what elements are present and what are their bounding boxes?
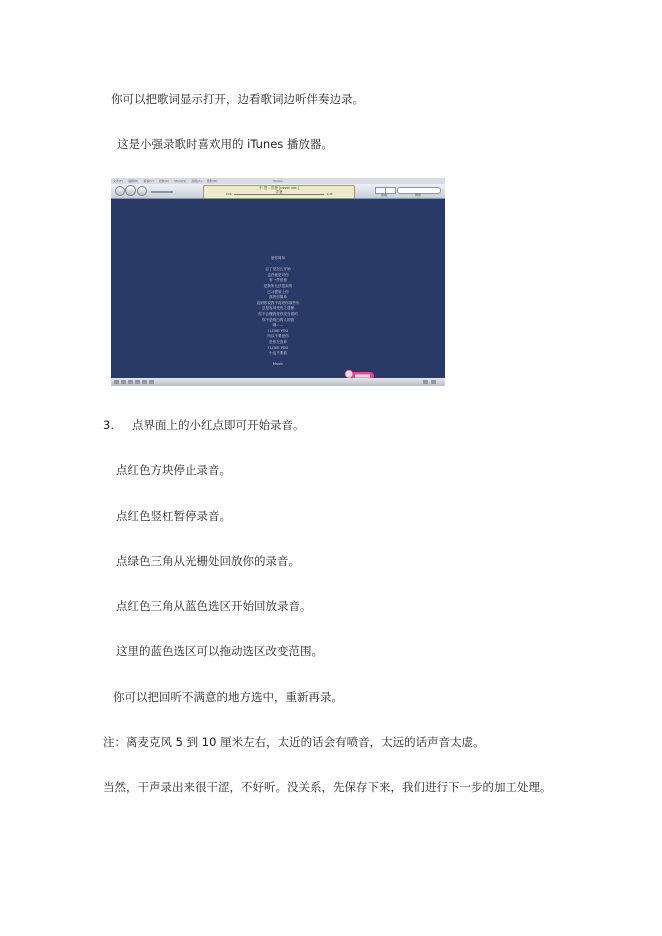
lyric-line: 小也不要看	[269, 351, 287, 356]
para-stop: 点红色方块停止录音。	[116, 463, 231, 477]
lyric-line: 你不会懂我变你变当着的	[258, 311, 298, 316]
itunes-window-title: iTunes	[273, 179, 283, 183]
para-play-selection: 点红色三角从蓝色选区开始回放录音。	[116, 599, 312, 613]
now-playing-title: 小 苍 - 洋葱 [cover ver.]	[259, 186, 299, 190]
menu-store: Store(S)	[174, 179, 187, 183]
search-label: 搜索	[415, 193, 422, 197]
next-icon	[137, 186, 147, 196]
lyrics-display	[111, 256, 445, 368]
lyric-line: 直到你说我不再爱你那些年	[256, 300, 300, 305]
para-pause: 点红色竖杠暂停录音。	[116, 509, 231, 523]
menu-edit: 编辑(E)	[128, 179, 139, 183]
para-play-cursor: 点绿色三角从光栅处回放你的录音。	[116, 554, 300, 568]
para-drag-selection: 这里的蓝色选区可以拖动选区改变范围。	[116, 644, 323, 658]
eject-icon	[423, 380, 428, 384]
lyric-line: I LOVE YOU	[267, 328, 289, 333]
para-conclusion: 当然，干声录出来很干涩，不好听。没关系，先保存下来，我们进行下一步的加工处理。	[103, 780, 552, 794]
shuffle-icon	[121, 380, 126, 384]
browse-icon	[431, 380, 436, 384]
art-icon	[135, 380, 140, 384]
itunes-toolbar	[111, 184, 445, 199]
time-elapsed: 0:06	[226, 193, 232, 196]
progress-bar	[234, 194, 324, 195]
lyric-line: 忘了是怎么开始	[265, 267, 291, 272]
now-playing-subtitle: 洋葱	[275, 190, 283, 194]
add-playlist-icon	[114, 380, 119, 384]
lyric-line: 所以不要爱你	[267, 334, 289, 339]
pause-icon	[125, 185, 136, 196]
lyric-line: 是你在放弃	[269, 339, 287, 344]
para-intro-lyrics: 你可以把歌词显示打开，边看歌词边听伴奏边录。	[111, 92, 364, 106]
lyric-line: 有一件爱意	[269, 278, 287, 283]
lyric-line: Music	[272, 362, 284, 367]
repeat-icon	[128, 380, 133, 384]
now-playing-display	[203, 185, 355, 199]
lyric-line: 真的你简单	[269, 295, 287, 300]
para-note: 注：离麦克风 5 到 10 厘米左右，太近的话会有喷音，太远的话声音太虚。	[103, 735, 485, 749]
lyric-line: 哦……	[272, 323, 284, 328]
visualizer-icon	[149, 380, 154, 384]
menu-help: 帮助(H)	[206, 179, 218, 183]
lyric-line: I LOVE YOU	[267, 345, 289, 350]
lyric-line: 你不是明白的人的我	[261, 317, 295, 322]
lyric-line: 也许就是对你	[267, 272, 289, 277]
previous-icon	[115, 186, 125, 196]
time-remaining: -4:45	[326, 193, 333, 196]
menu-control: 控制(C)	[158, 179, 170, 183]
step3-text: 点界面上的小红点即可开始录音。	[132, 418, 305, 432]
lyric-line: 是我所无法忽视的	[263, 283, 293, 288]
lyric-line: 爱你简单	[270, 256, 286, 260]
itunes-statusbar	[111, 378, 445, 386]
itunes-screenshot	[111, 178, 445, 386]
lyric-line: 已习惯爱上你	[267, 289, 289, 294]
step3-number: 3.	[103, 418, 114, 432]
menu-file: 文件(F)	[113, 179, 124, 183]
para-intro-itunes: 这是小强录歌时喜欢用的 iTunes 播放器。	[117, 137, 333, 151]
para-rerecord: 你可以把回听不满意的地方选中，重新再录。	[113, 690, 343, 704]
menu-view: 查看(V)	[143, 179, 154, 183]
menu-advanced: 高级(A)	[191, 179, 202, 183]
volume-slider	[151, 191, 173, 193]
equalizer-icon	[142, 380, 147, 384]
lyric-line: 总是容易受伤之遗憾	[261, 306, 295, 311]
view-label: 查看	[381, 193, 388, 197]
